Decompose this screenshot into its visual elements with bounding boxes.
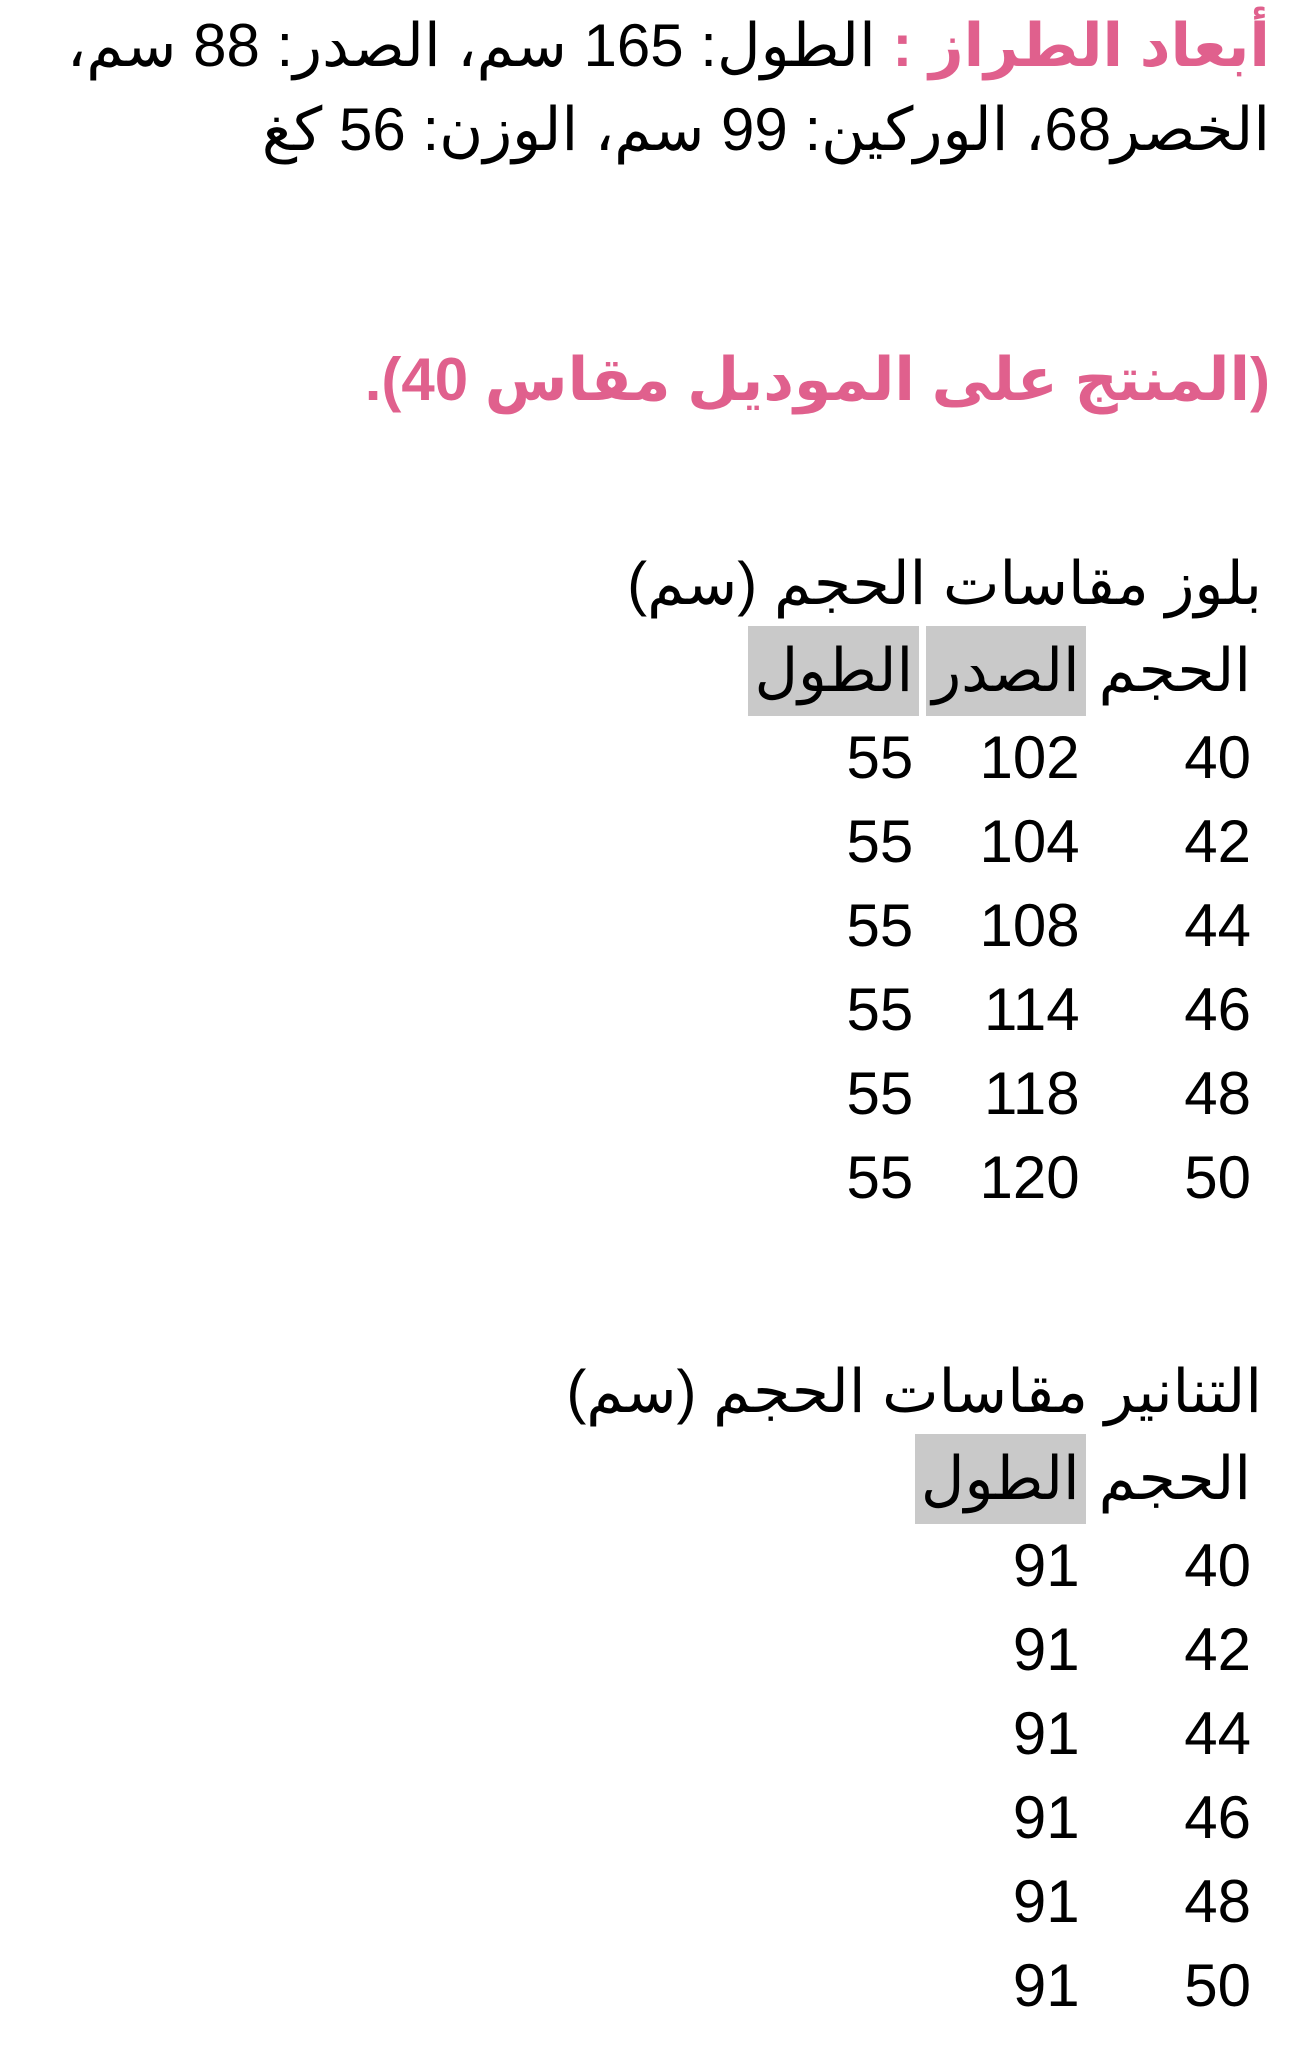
model-dimensions-label: أبعاد الطراز : — [892, 12, 1270, 79]
cell-size: 42 — [1184, 1616, 1251, 1683]
table-row — [915, 1944, 1257, 2028]
cell-length: 91 — [1012, 1784, 1080, 1851]
table-row — [748, 716, 1257, 800]
cell-length: 55 — [846, 892, 914, 959]
blouse-table-header-row — [748, 626, 1257, 716]
model-note: (المنتج على الموديل مقاس 40). — [364, 346, 1270, 413]
cell-length: 55 — [846, 1060, 914, 1127]
cell-size: 48 — [1184, 1868, 1251, 1935]
table-row — [748, 1136, 1257, 1220]
cell-size: 44 — [1184, 1700, 1251, 1767]
cell-length: 91 — [1012, 1868, 1080, 1935]
blouse-header-size: الحجم — [1098, 637, 1251, 704]
cell-size: 46 — [1184, 976, 1251, 1043]
cell-size: 46 — [1184, 1784, 1251, 1851]
skirt-header-length: الطول — [915, 1434, 1086, 1524]
table-row — [915, 1692, 1257, 1776]
model-dimensions-text — [20, 4, 1270, 172]
cell-size: 44 — [1184, 892, 1251, 959]
cell-length: 91 — [1012, 1700, 1080, 1767]
skirt-size-table — [908, 1434, 1264, 2028]
table-row — [748, 800, 1257, 884]
table-row — [915, 1524, 1257, 1608]
table-row — [915, 1776, 1257, 1860]
table-row — [748, 968, 1257, 1052]
model-dimensions-line2: الخصر68، الوركين: 99 سم، الوزن: 56 كغ — [261, 96, 1270, 163]
cell-size: 42 — [1184, 808, 1251, 875]
cell-length: 55 — [846, 1144, 914, 1211]
blouse-header-bust: الصدر — [926, 626, 1085, 716]
cell-size: 50 — [1184, 1144, 1251, 1211]
table-row — [748, 884, 1257, 968]
skirt-table-header-row — [915, 1434, 1257, 1524]
cell-length: 55 — [846, 724, 914, 791]
blouse-header-length: الطول — [748, 626, 919, 716]
cell-bust: 108 — [979, 892, 1080, 959]
cell-size: 48 — [1184, 1060, 1251, 1127]
blouse-table-title: بلوز مقاسات الحجم (سم) — [627, 550, 1262, 617]
cell-size: 40 — [1184, 1532, 1251, 1599]
model-dimensions-line1: الطول: 165 سم، الصدر: 88 سم، — [66, 12, 876, 79]
cell-length: 91 — [1012, 1616, 1080, 1683]
table-row — [748, 1052, 1257, 1136]
cell-length: 55 — [846, 976, 914, 1043]
cell-size: 40 — [1184, 724, 1251, 791]
table-row — [915, 1608, 1257, 1692]
skirt-header-size: الحجم — [1098, 1445, 1251, 1512]
blouse-size-table — [741, 626, 1264, 1220]
cell-length: 91 — [1012, 1952, 1080, 2019]
cell-bust: 114 — [984, 976, 1080, 1043]
table-row — [915, 1860, 1257, 1944]
cell-bust: 102 — [979, 724, 1080, 791]
cell-bust: 118 — [984, 1060, 1080, 1127]
cell-bust: 120 — [979, 1144, 1080, 1211]
cell-bust: 104 — [979, 808, 1080, 875]
cell-size: 50 — [1184, 1952, 1251, 2019]
cell-length: 91 — [1012, 1532, 1080, 1599]
skirt-table-title: التنانير مقاسات الحجم (سم) — [566, 1358, 1262, 1425]
cell-length: 55 — [846, 808, 914, 875]
